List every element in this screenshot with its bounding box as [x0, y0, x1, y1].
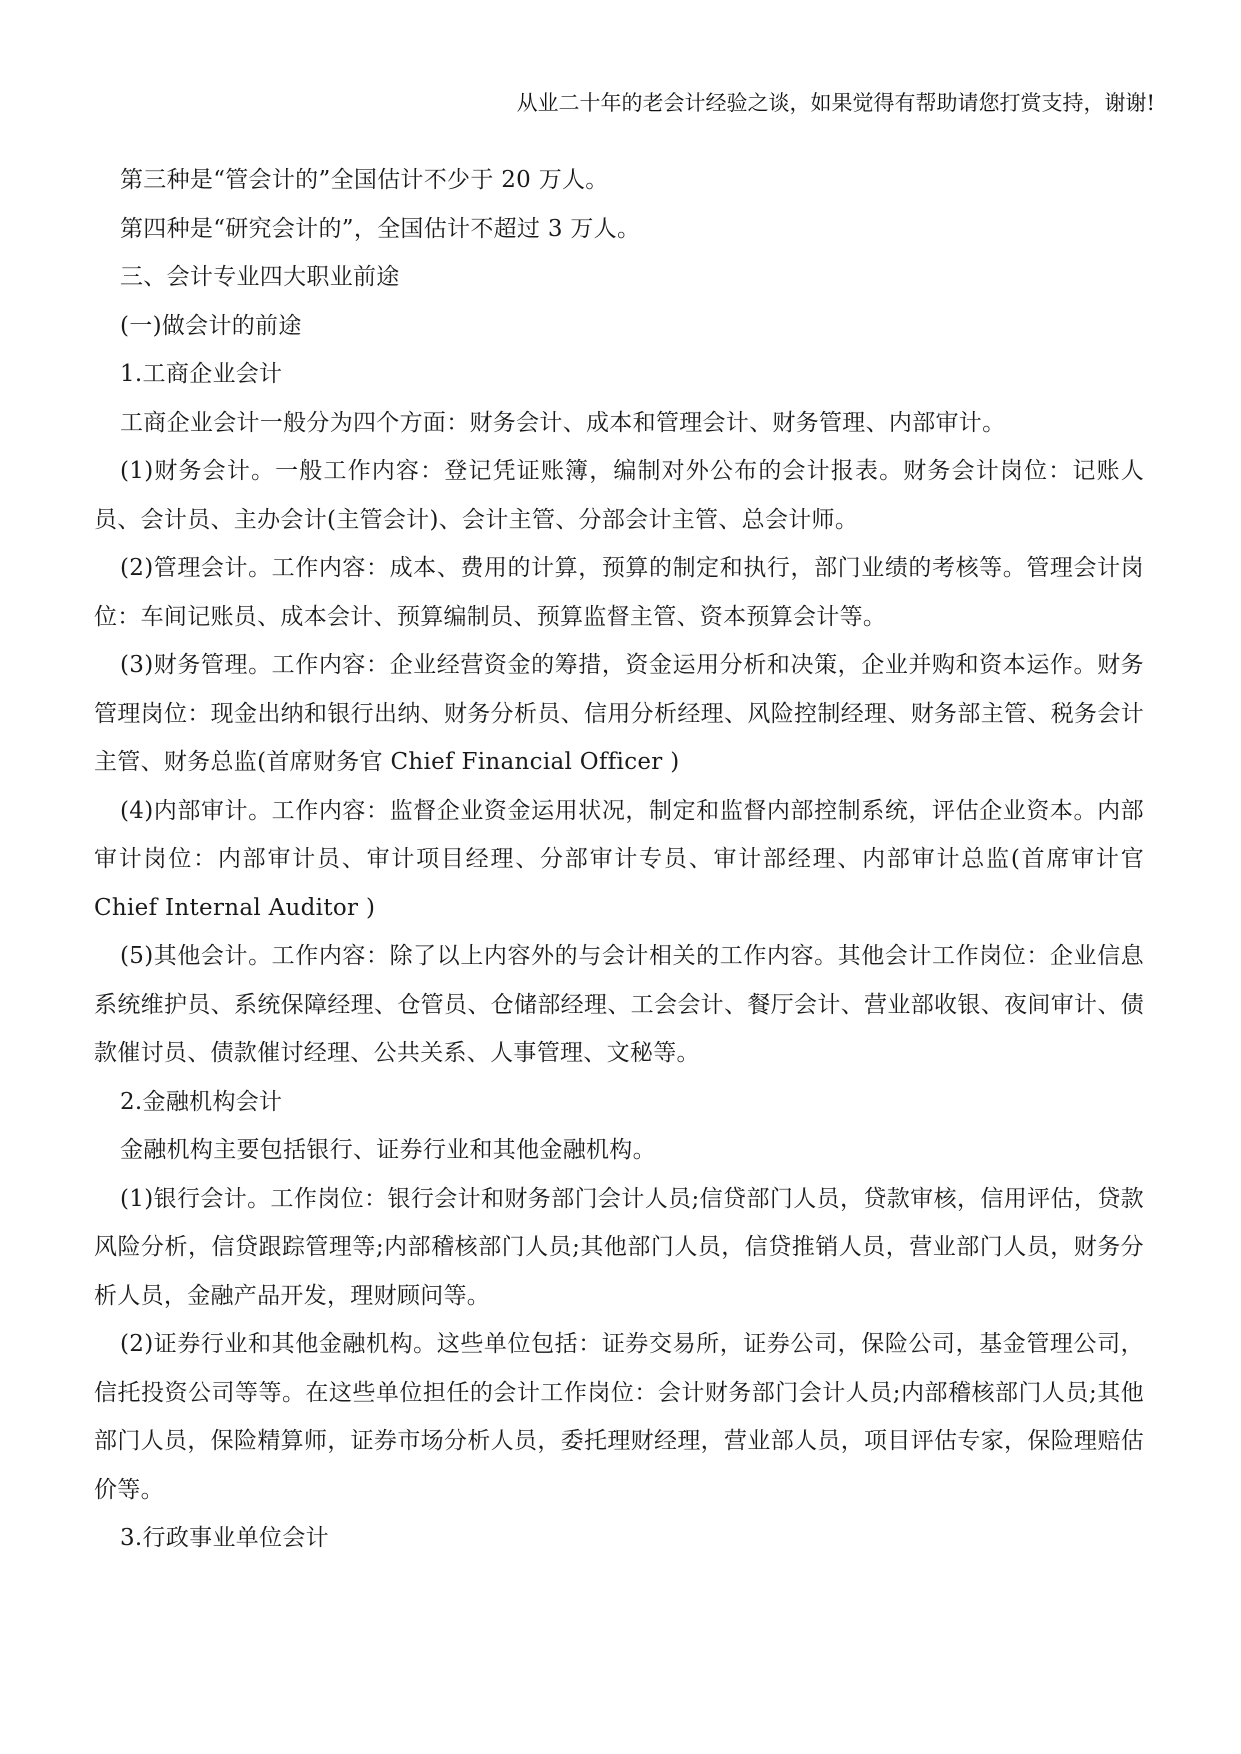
- paragraph-securities-accounting: (2)证券行业和其他金融机构。这些单位包括：证券交易所，证券公司，保险公司，基金管理公司，信托投资公司等等。在这些单位担任的会计工作岗位：会计财务部门会计人员;内部稽核部门人员;其他部门人员，保险精算师，证券市场分析人员，委托理财经理，营业部人员，项目评估专家，保险理赔估价等。: [94, 1331, 1144, 1503]
- paragraph-financial-accounting: (1)财务会计。一般工作内容：登记凭证账簿，编制对外公布的会计报表。财务会计岗位：记账人员、会计员、主办会计(主管会计)、会计主管、分部会计主管、总会计师。: [94, 458, 1144, 533]
- paragraph-business-accounting-overview: 工商企业会计一般分为四个方面：财务会计、成本和管理会计、财务管理、内部审计。: [120, 409, 1006, 436]
- paragraph-third-type: 第三种是“管会计的”全国估计不少于 20 万人。: [120, 167, 609, 193]
- item-heading-business-accounting: 1.工商企业会计: [120, 361, 283, 387]
- paragraph-fourth-type: 第四种是“研究会计的”，全国估计不超过 3 万人。: [120, 215, 641, 242]
- item-heading-financial-institution-accounting: 2.金融机构会计: [120, 1088, 283, 1115]
- paragraph-financial-institutions-overview: 金融机构主要包括银行、证券行业和其他金融机构。: [120, 1137, 656, 1163]
- section-heading-career-prospects: 三、会计专业四大职业前途: [120, 264, 400, 290]
- item-heading-administrative-accounting: 3.行政事业单位会计: [120, 1525, 329, 1551]
- document-body: [94, 156, 1144, 1563]
- header-note: 从业二十年的老会计经验之谈，如果觉得有帮助请您打赏支持，谢谢!: [516, 91, 1155, 115]
- subsection-heading-accounting-prospects: (一)做会计的前途: [120, 312, 302, 339]
- paragraph-internal-audit: (4)内部审计。工作内容：监督企业资金运用状况，制定和监督内部控制系统，评估企业资本。内部审计岗位：内部审计员、审计项目经理、分部审计专员、审计部经理、内部审计总监(首席审计官 Chief Internal Auditor ): [94, 797, 1144, 921]
- paragraph-other-accounting: (5)其他会计。工作内容：除了以上内容外的与会计相关的工作内容。其他会计工作岗位：企业信息系统维护员、系统保障经理、仓管员、仓储部经理、工会会计、餐厅会计、营业部收银、夜间审计、债款催讨员、债款催讨经理、公共关系、人事管理、文秘等。: [94, 943, 1144, 1066]
- paragraph-management-accounting: (2)管理会计。工作内容：成本、费用的计算，预算的制定和执行，部门业绩的考核等。管理会计岗位：车间记账员、成本会计、预算编制员、预算监督主管、资本预算会计等。: [94, 555, 1144, 630]
- paragraph-bank-accounting: (1)银行会计。工作岗位：银行会计和财务部门会计人员;信贷部门人员，贷款审核，信用评估，贷款风险分析，信贷跟踪管理等;内部稽核部门人员;其他部门人员，信贷推销人员，营业部门人员，财务分析人员，金融产品开发，理财顾问等。: [94, 1185, 1144, 1309]
- paragraph-financial-management: (3)财务管理。工作内容：企业经营资金的筹措，资金运用分析和决策，企业并购和资本运作。财务管理岗位：现金出纳和银行出纳、财务分析员、信用分析经理、风险控制经理、财务部主管、税务会计主管、财务总监(首席财务官 Chief Financial Officer ): [94, 652, 1144, 775]
